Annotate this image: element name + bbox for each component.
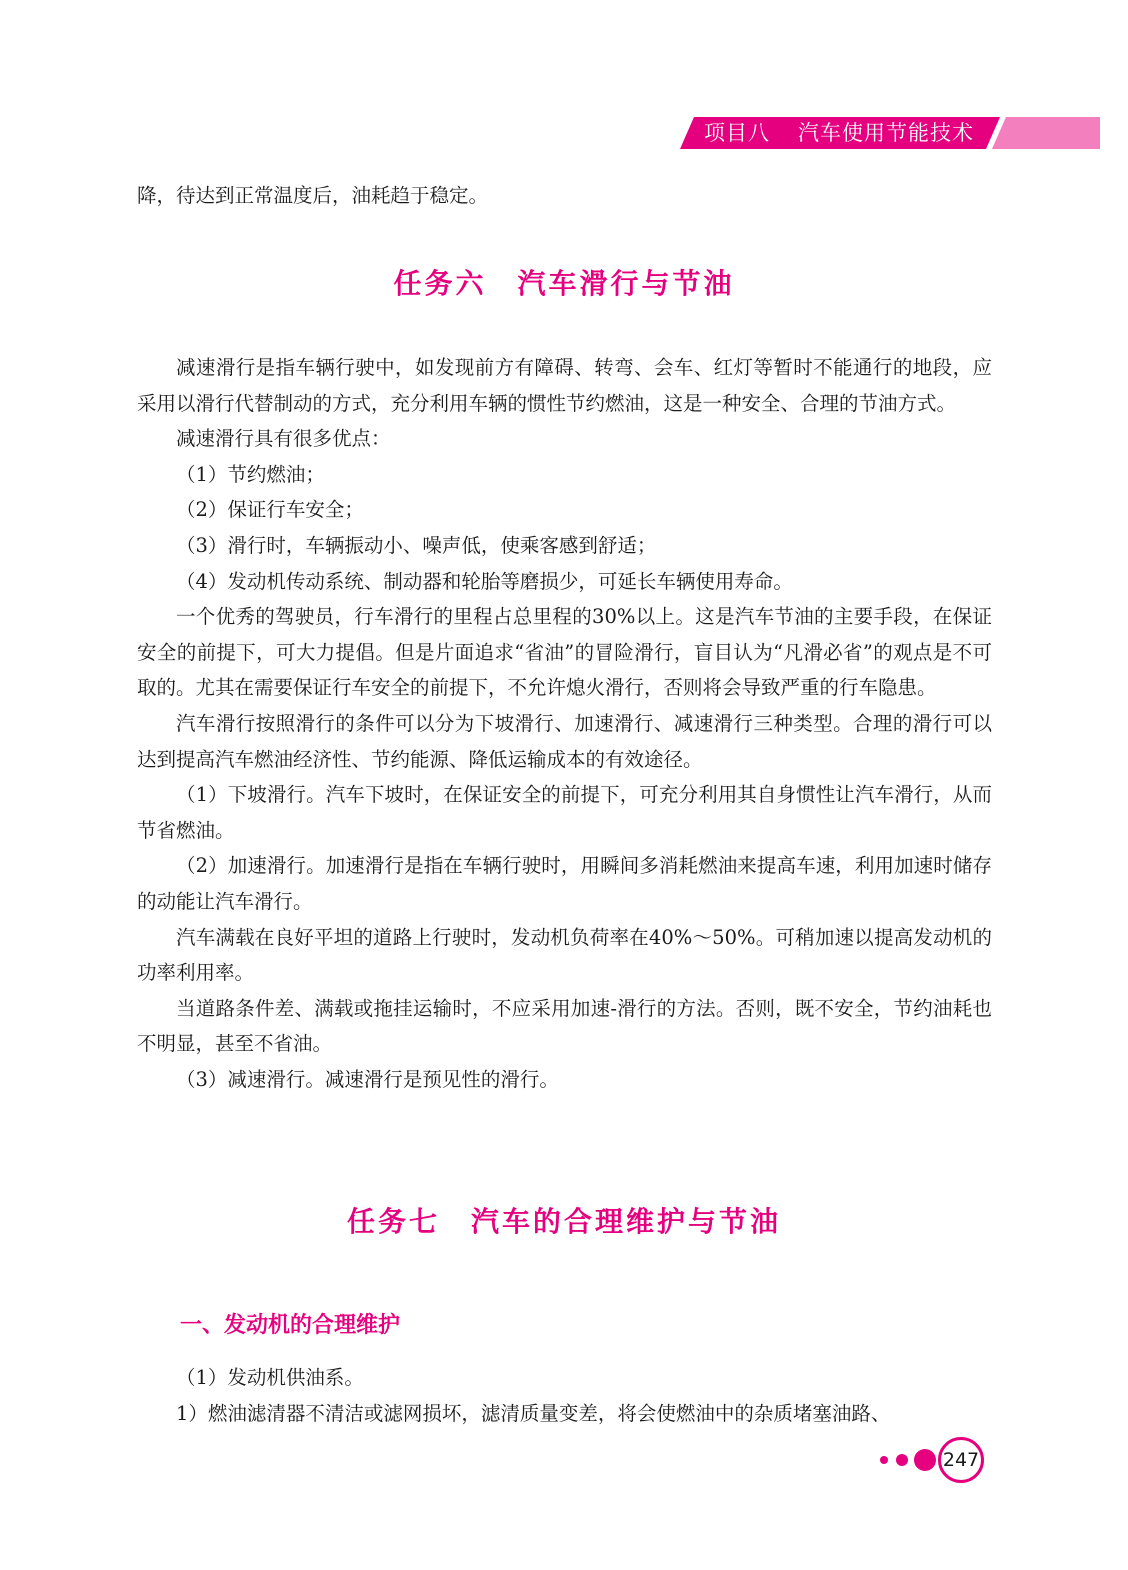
paragraph: 减速滑行具有很多优点： [176,427,391,451]
paragraph: （3）减速滑行。减速滑行是预见性的滑行。 [176,1067,559,1091]
task7-title: 任务七 汽车的合理维护与节油 [346,1205,781,1238]
task6-title: 任务六 汽车滑行与节油 [393,267,735,300]
paragraph: 1）燃油滤清器不清洁或滤网损坏，滤清质量变差，将会使燃油中的杂质堵塞油路、 [176,1401,891,1425]
list-item: （4）发动机传动系统、制动器和轮胎等磨损少，可延长车辆使用寿命。 [176,569,793,593]
list-item: （1）节约燃油； [176,462,325,486]
chapter-header-band [680,117,1100,149]
marker-dot-large [914,1449,936,1471]
marker-dot-small [880,1456,888,1464]
paragraph: （1）下坡滑行。汽车下坡时，在保证安全的前提下，可充分利用其自身惯性让汽车滑行，从而节省燃油。 [137,783,992,842]
page-number: 247 [938,1437,984,1483]
header-project-label: 项目八 [704,121,770,145]
paragraph: 汽车满载在良好平坦的道路上行驶时，发动机负荷率在40%～50%。可稍加速以提高发动机的功率利用率。 [137,925,992,985]
task7-body [137,1360,992,1431]
task6-body [137,350,992,1097]
header-title: 汽车使用节能技术 [798,121,974,145]
continuation-paragraph: 降，待达到正常温度后，油耗趋于稳定。 [137,184,489,207]
paragraph: （1）发动机供油系。 [176,1366,364,1389]
paragraph: （2）加速滑行。加速滑行是指在车辆行驶时，用瞬间多消耗燃油来提高车速，利用加速时储存的动能让汽车滑行。 [137,854,992,913]
page-number-marker [870,1435,1000,1485]
paragraph: 当道路条件差、满载或拖挂运输时，不应采用加速-滑行的方法。否则，既不安全，节约油耗也不明显，甚至不省油。 [137,996,992,1056]
paragraph: 减速滑行是指车辆行驶中，如发现前方有障碍、转弯、会车、红灯等暂时不能通行的地段，应采用以滑行代替制动的方式，充分利用车辆的惯性节约燃油，这是一种安全、合理的节油方式。 [137,356,992,415]
task7-subheading: 一、发动机的合理维护 [180,1313,401,1338]
list-item: （3）滑行时，车辆振动小、噪声低，使乘客感到舒适； [176,533,657,557]
paragraph: 一个优秀的驾驶员，行车滑行的里程占总里程的30%以上。这是汽车节油的主要手段，在保证安全的前提下，可大力提倡。但是片面追求“省油”的冒险滑行，盲目认为“凡滑必省”的观点是不可取的。尤其在需要保证行车安全的前提下，不允许熄火滑行，否则将会导致严重的行车隐患。 [137,605,992,700]
paragraph: 汽车滑行按照滑行的条件可以分为下坡滑行、加速滑行、减速滑行三种类型。合理的滑行可以达到提高汽车燃油经济性、节约能源、降低运输成本的有效途径。 [137,711,992,771]
marker-dot-medium [896,1454,908,1466]
list-item: （2）保证行车安全； [176,498,364,522]
chapter-header-text [704,119,974,147]
